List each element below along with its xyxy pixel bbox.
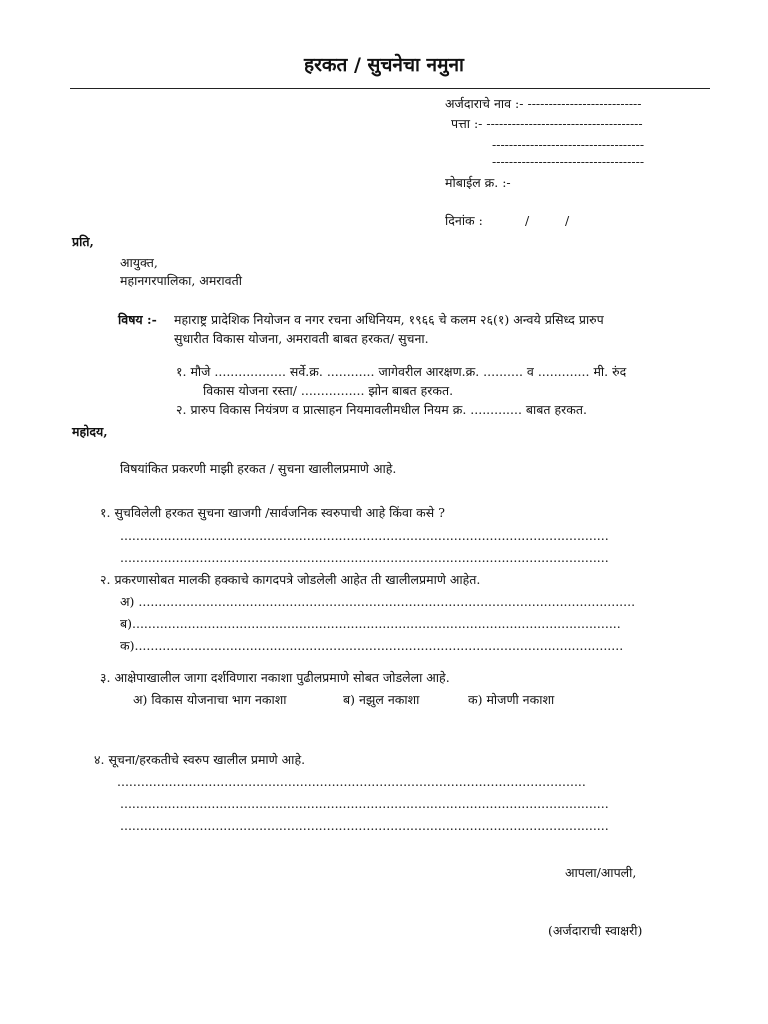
q4-blank-line2: ........................................................................................................................... (120, 796, 609, 811)
q3-option-c: क) मोजणी नकाशा (468, 692, 555, 707)
form-title: हरकत / सुचनेचा नमुना (304, 54, 464, 76)
question-4: ४. सूचना/हरकतीचे स्वरुप खालील प्रमाणे आहे. (94, 752, 306, 767)
applicant-name-field: अर्जदाराचे नाव :- --------------------------- (445, 96, 642, 111)
closing-text: आपला/आपली, (565, 865, 637, 880)
address-field-line1: पत्ता :- ------------------------------------- (451, 116, 643, 131)
question-1: १. सुचविलेली हरकत सुचना खाजगी /सार्वजनिक स्वरुपाची आहे किंवा कसे ? (100, 505, 445, 520)
date-label: दिनांक : (445, 213, 483, 228)
q3-option-b: ब) नझुल नकाशा (343, 692, 420, 707)
q4-blank-line3: ........................................................................................................................... (120, 818, 609, 833)
mobile-field: मोबाईल क्र. :- (445, 175, 511, 190)
recipient-line2: महानगरपालिका, अमरावती (120, 273, 242, 288)
subject-item1-line2: विकास योजना रस्ता/ ................ झोन बाबत हरकत. (203, 383, 454, 398)
q4-blank-line1: ...................................................................................................................... (117, 774, 586, 789)
subject-item1-line1: १. मौजे .................. सर्वे.क्र. ............ जागेवरील आरक्षण.क्र. .......... व ............. मी. रुंद (176, 364, 627, 379)
q2-blank-a: अ) ............................................................................................................................. (120, 594, 636, 609)
address-field-line3: ------------------------------------ (492, 154, 645, 169)
salutation: महोदय, (72, 424, 108, 439)
q1-blank-line2: ........................................................................................................................... (120, 550, 609, 565)
address-field-line2: ------------------------------------ (492, 137, 645, 152)
q3-option-a: अ) विकास योजनाचा भाग नकाशा (133, 692, 287, 707)
subject-item2: २. प्रारुप विकास नियंत्रण व प्रात्साहन नियमावलीमधील नियम क्र. ............. बाबत हरकत. (176, 402, 587, 417)
date-separator-2: / (565, 213, 570, 228)
q2-blank-c: क)........................................................................................................................... (120, 638, 624, 653)
recipient-line1: आयुक्त, (120, 255, 158, 270)
date-separator-1: / (525, 213, 530, 228)
to-label: प्रति, (72, 234, 94, 249)
subject-line2: सुधारीत विकास योजना, अमरावती बाबत हरकत/ सुचना. (174, 331, 429, 346)
q2-blank-b: ब)........................................................................................................................... (120, 616, 621, 631)
question-3: ३. आक्षेपाखालील जागा दर्शविणारा नकाशा पुढीलप्रमाणे सोबत जोडलेला आहे. (100, 670, 450, 685)
intro-text: विषयांकित प्रकरणी माझी हरकत / सुचना खालीलप्रमाणे आहे. (120, 461, 397, 476)
title-rule (70, 88, 710, 89)
q1-blank-line1: ........................................................................................................................... (120, 528, 609, 543)
subject-line1: महाराष्ट्र प्रादेशिक नियोजन व नगर रचना अधिनियम, १९६६ चे कलम २६(१) अन्वये प्रसिध्द प्रारुप (174, 312, 604, 327)
question-2: २. प्रकरणासोबत मालकी हक्काचे कागदपत्रे जोडलेली आहेत ती खालीलप्रमाणे आहेत. (100, 572, 481, 587)
subject-label: विषय :- (118, 312, 157, 327)
signature-label: (अर्जदाराची स्वाक्षरी) (548, 923, 643, 938)
